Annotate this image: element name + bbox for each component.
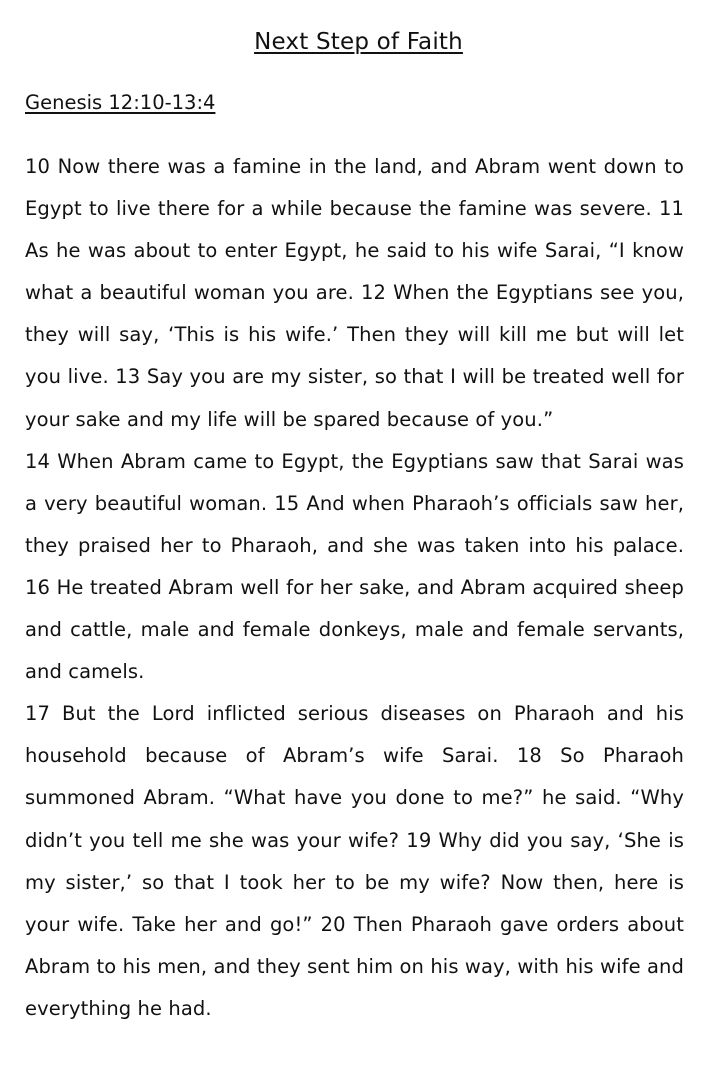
scripture-reference: Genesis 12:10-13:4 <box>25 91 216 114</box>
passage-paragraph-1: 10 Now there was a famine in the land, and Abram went down to Egypt to live there for a while because the famine was severe. 11 As he was about to enter Egypt, he said to his wife Sarai, “I know what a beautiful woman you are. 12 When the Egyptians see you, they will say, ‘This is his wife.’ Then they will kill me but will let you live. 13 Say you are my sister, so that I will be treated well for your sake and my life will be spared because of you.” <box>25 155 684 431</box>
scripture-passage <box>25 146 684 1030</box>
passage-paragraph-2: 14 When Abram came to Egypt, the Egyptians saw that Sarai was a very beautiful woman. 15 And when Pharaoh’s officials saw her, they praised her to Pharaoh, and she was taken into his palace. 16 He treated Abram well for her sake, and Abram acquired sheep and cattle, male and female donkeys, male and female servants, and camels. <box>25 449 684 684</box>
passage-paragraph-3: 17 But the Lord inflicted serious diseases on Pharaoh and his household because of Abram’s wife Sarai. 18 So Pharaoh summoned Abram. “What have you done to me?” he said. “Why didn’t you tell me she was your wife? 19 Why did you say, ‘She is my sister,’ so that I took her to be my wife? Now then, here is your wife. Take her and go!” 20 Then Pharaoh gave orders about Abram to his men, and they sent him on his way, with his wife and everything he had. <box>25 702 684 1020</box>
document-title: Next Step of Faith <box>254 29 463 55</box>
